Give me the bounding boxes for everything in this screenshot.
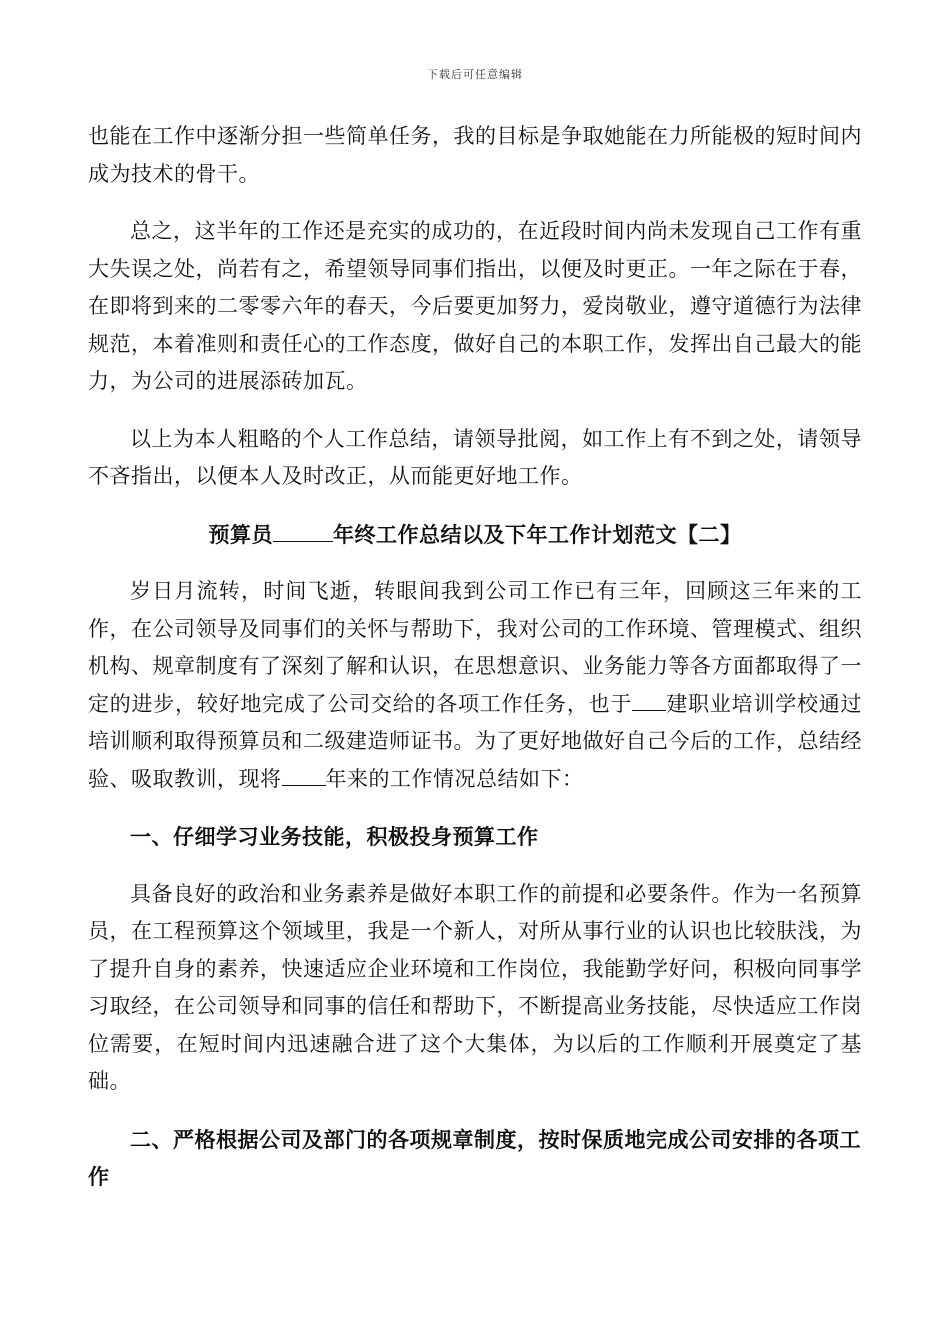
paragraph-summary: 总之，这半年的工作还是充实的成功的，在近段时间内尚未发现自己工作有重大失误之处，尚若有之，希望领导同事们指出，以便及时更正。一年之际在于春，在即将到来的二零零六年的春天，今后要更加努力，爱岗敬业，遵守道德行为法律规范，本着准则和责任心的工作态度，做好自己的本职工作，发挥出自己最大的能力，为公司的进展添砖加瓦。	[88, 219, 862, 393]
title-part-b: 年终工作总结以及下年工作计划范文【二】	[333, 521, 742, 547]
intro-part-a: 岁日月流转，时间飞逝，转眼间我到公司工作已有三年，回顾这三年来的工作，在公司领导及同事们的关怀与帮助下，我对公司的工作环境、管理模式、组织机构、规章制度有了深刻了解和认识，在思想意识、业务能力等各方面都取得了一定的进步，较好地完成了公司交给的各项工作任务，也于	[88, 579, 862, 716]
paragraph-intro	[88, 573, 862, 798]
paragraph-closing: 以上为本人粗略的个人工作总结，请领导批阅，如工作上有不到之处，请领导不吝指出，以便本人及时改正，从而能更好地工作。	[88, 426, 862, 488]
subheading-1: 一、仔细学习业务技能，积极投身预算工作	[130, 824, 539, 849]
intro-blank-2	[282, 762, 326, 785]
paragraph-continuation: 也能在工作中逐渐分担一些简单任务，我的目标是争取她能在力所能极的短时间内成为技术的骨干。	[88, 124, 862, 186]
intro-part-b: 建职业培训学校通过培训顺利取得预算员和二级建造师证书。为了更好地做好自己今后的工作，总结经验、吸取教训，现将	[88, 691, 863, 791]
paragraph-study: 具备良好的政治和业务素养是做好本职工作的前提和必要条件。作为一名预算员，在工程预算这个领域里，我是一个新人，对所从事行业的认识也比较肤浅，为了提升自身的素养，快速适应企业环境和工作岗位，我能勤学好问，积极向同事学习取经，在公司领导和同事的信任和帮助下，不断提高业务技能，尽快适应工作岗位需要，在短时间内迅速融合进了这个大集体，为以后的工作顺利开展奠定了基础。	[88, 881, 862, 1093]
intro-blank-1	[632, 687, 666, 710]
subheading-2: 二、严格根据公司及部门的各项规章制度，按时保质地完成公司安排的各项工作	[88, 1126, 861, 1189]
section-title	[88, 516, 862, 554]
title-blank	[273, 518, 333, 541]
document-body	[88, 118, 862, 1196]
page-header-note: 下载后可任意编辑	[427, 68, 523, 81]
intro-part-c: 年来的工作情况总结如下：	[325, 766, 584, 791]
title-part-a: 预算员	[208, 521, 273, 547]
